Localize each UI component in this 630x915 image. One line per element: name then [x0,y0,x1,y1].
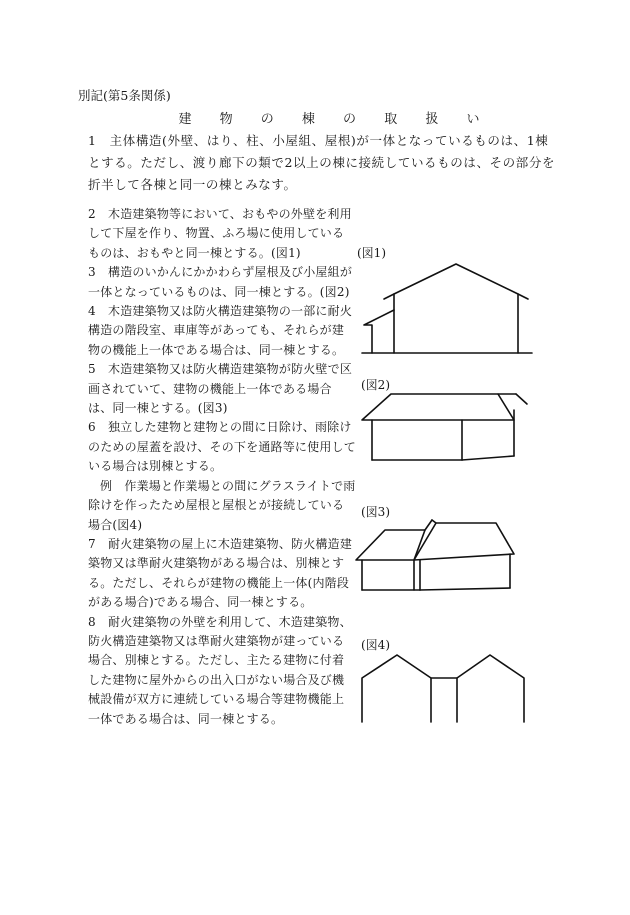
figure-4-label: (図4) [361,638,390,652]
figure-2-drawing [362,394,527,460]
figure-3-label: (図3) [361,505,390,519]
figure-1-label: (図1) [357,246,386,260]
item-4: 4 木造建築物又は防火構造建築物の一部に耐火構造の階段室、車庫等があっても、それらが建物の機能上一体である場合は、同一棟とする。 [88,304,353,357]
item-6-example: 例 作業場と作業場との間にグラスライトで雨除けを作ったため屋根と屋根とが接続している場合(図4) [88,478,356,532]
item-5: 5 木造建築物又は防火構造建築物が防火壁で区画されていて、建物の機能上一体である場合は、同一棟とする。(図3) [88,362,353,416]
figure-4-drawing [362,655,524,722]
figure-1-drawing [362,264,532,353]
page-title: 建 物 の 棟 の 取 扱 い [178,112,492,127]
figure-3-drawing [356,520,514,590]
section-reference: 別記(第5条関係) [78,88,171,103]
item-1-text: 1 主体構造(外壁、はり、柱、小屋組、屋根)が一体となっているものは、1棟とする。ただし、渡り廊下の類で2以上の棟に接続しているものは、その部分を折半して各棟と同一の棟とみなす。 [88,133,556,192]
item-3: 3 構造のいかんにかかわらず屋根及び小屋組が一体となっているものは、同一棟とする。(図2) [88,265,353,299]
item-2: 2 木造建築物等において、おもやの外壁を利用して下屋を作り、物置、ふろ場に使用しているものは、おもやと同一棟とする。(図1) [88,207,352,260]
item-8: 8 耐火建築物の外壁を利用して、木造建築物、防火構造建築物又は準耐火建築物が建っている場合、別棟とする。ただし、主たる建物に付着した建物に屋外からの出入口がない場合及び機械設備が双方に連続している場合等建物機能上一体である場合は、同一棟とする。 [88,614,352,726]
item-7: 7 耐火建築物の屋上に木造建築物、防火構造建築物又は準耐火建築物がある場合は、別棟とする。ただし、それらが建物の機能上一体(内階段がある場合)である場合、同一棟とする。 [88,536,353,610]
item-6: 6 独立した建物と建物との間に日除け、雨除けのための屋蓋を設け、その下を通路等に使用している場合は別棟とする。 [88,420,356,474]
figure-2-label: (図2) [361,378,390,392]
